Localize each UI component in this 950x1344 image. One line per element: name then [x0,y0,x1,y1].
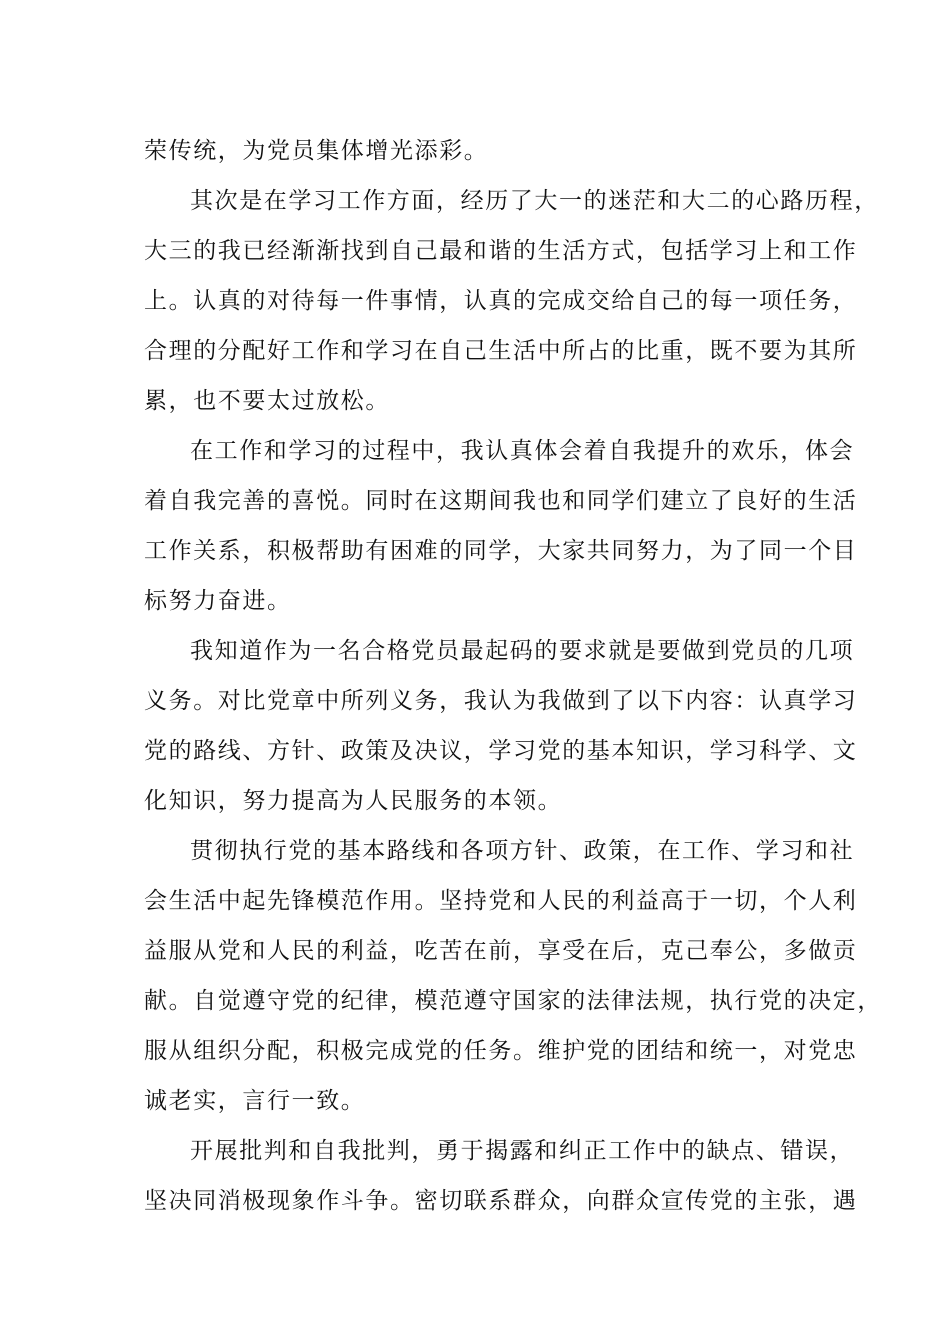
text-line: 工作关系，积极帮助有困难的同学，大家共同努力，为了同一个目 [144,538,858,564]
text-line: 标努力奋进。 [144,588,292,614]
text-line: 服从组织分配，积极完成党的任务。维护党的团结和统一，对党忠 [144,1038,858,1064]
text-line: 义务。对比党章中所列义务，我认为我做到了以下内容：认真学习 [144,688,858,714]
text-line: 化知识，努力提高为人民服务的本领。 [144,788,563,814]
text-line: 其次是在学习工作方面，经历了大一的迷茫和大二的心路历程， [190,188,879,214]
text-line: 献。自觉遵守党的纪律，模范遵守国家的法律法规，执行党的决定， [144,988,882,1014]
text-line: 我知道作为一名合格党员最起码的要求就是要做到党员的几项 [190,638,855,664]
text-line: 上。认真的对待每一件事情，认真的完成交给自己的每一项任务， [144,288,858,314]
document-body [144,126,882,1226]
text-line: 在工作和学习的过程中，我认真体会着自我提升的欢乐，体会 [190,438,855,464]
text-line: 合理的分配好工作和学习在自己生活中所占的比重，既不要为其所 [144,338,858,364]
text-line: 开展批判和自我批判，勇于揭露和纠正工作中的缺点、错误， [190,1138,855,1164]
text-line: 着自我完善的喜悦。同时在这期间我也和同学们建立了良好的生活 [144,488,858,514]
text-line: 坚决同消极现象作斗争。密切联系群众，向群众宣传党的主张，遇 [144,1188,858,1214]
text-line: 大三的我已经渐渐找到自己最和谐的生活方式，包括学习上和工作 [144,238,858,264]
text-line: 荣传统，为党员集体增光添彩。 [144,138,489,164]
text-line: 会生活中起先锋模范作用。坚持党和人民的利益高于一切，个人利 [144,888,858,914]
text-line: 党的路线、方针、政策及决议，学习党的基本知识，学习科学、文 [144,738,858,764]
text-line: 益服从党和人民的利益，吃苦在前，享受在后，克己奉公，多做贡 [144,938,858,964]
text-line: 累，也不要太过放松。 [144,388,390,414]
text-line: 贯彻执行党的基本路线和各项方针、政策，在工作、学习和社 [190,838,855,864]
text-line: 诚老实，言行一致。 [144,1088,366,1114]
